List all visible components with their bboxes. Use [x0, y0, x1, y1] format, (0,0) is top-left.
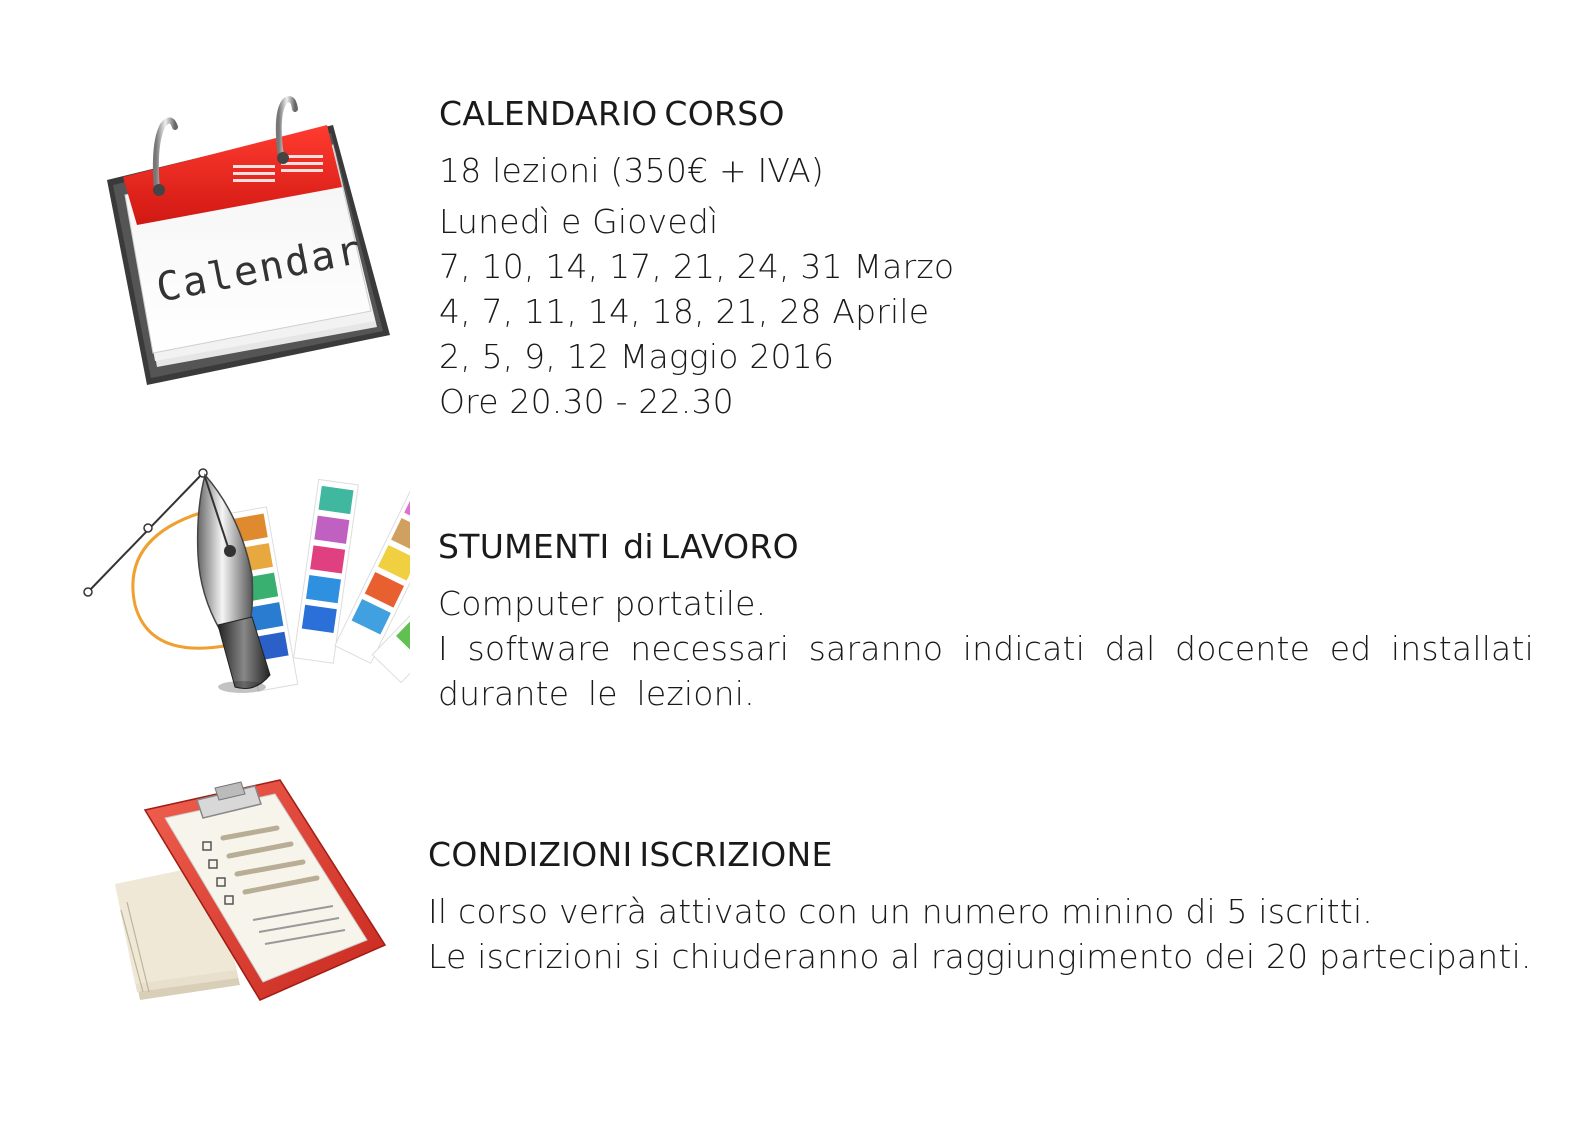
calendar-line-days: Lunedì e Giovedì — [439, 202, 719, 241]
tools-line-computer: Computer portatile. — [438, 584, 767, 623]
calendar-icon-label: Calendar — [152, 226, 367, 312]
conditions-heading: CONDIZIONI ISCRIZIONE — [428, 835, 833, 874]
pen-tool-icon — [80, 465, 410, 700]
calendar-line-price: 18 lezioni (350€ + IVA) — [439, 151, 824, 190]
tools-text — [438, 527, 1534, 716]
calendar-text — [439, 94, 1539, 424]
calendar-line-march: 7, 10, 14, 17, 21, 24, 31 Marzo — [439, 247, 955, 286]
clipboard-icon — [105, 770, 395, 1010]
conditions-text — [428, 835, 1538, 979]
tools-line-software: I software necessari saranno indicati dal docente ed installati durante le lezioni. — [438, 629, 1534, 713]
conditions-line-minimum: Il corso verrà attivato con un numero minino di 5 iscritti. — [428, 892, 1374, 931]
calendar-icon — [95, 95, 405, 395]
calendar-heading: CALENDARIO CORSO — [439, 94, 785, 133]
calendar-line-may: 2, 5, 9, 12 Maggio 2016 — [439, 337, 835, 376]
calendar-line-hours: Ore 20.30 - 22.30 — [439, 382, 734, 421]
conditions-line-closing: Le iscrizioni si chiuderanno al raggiungimento dei 20 partecipanti. — [428, 937, 1532, 976]
calendar-line-april: 4, 7, 11, 14, 18, 21, 28 Aprile — [439, 292, 930, 331]
tools-heading: STUMENTI di LAVORO — [438, 527, 799, 566]
